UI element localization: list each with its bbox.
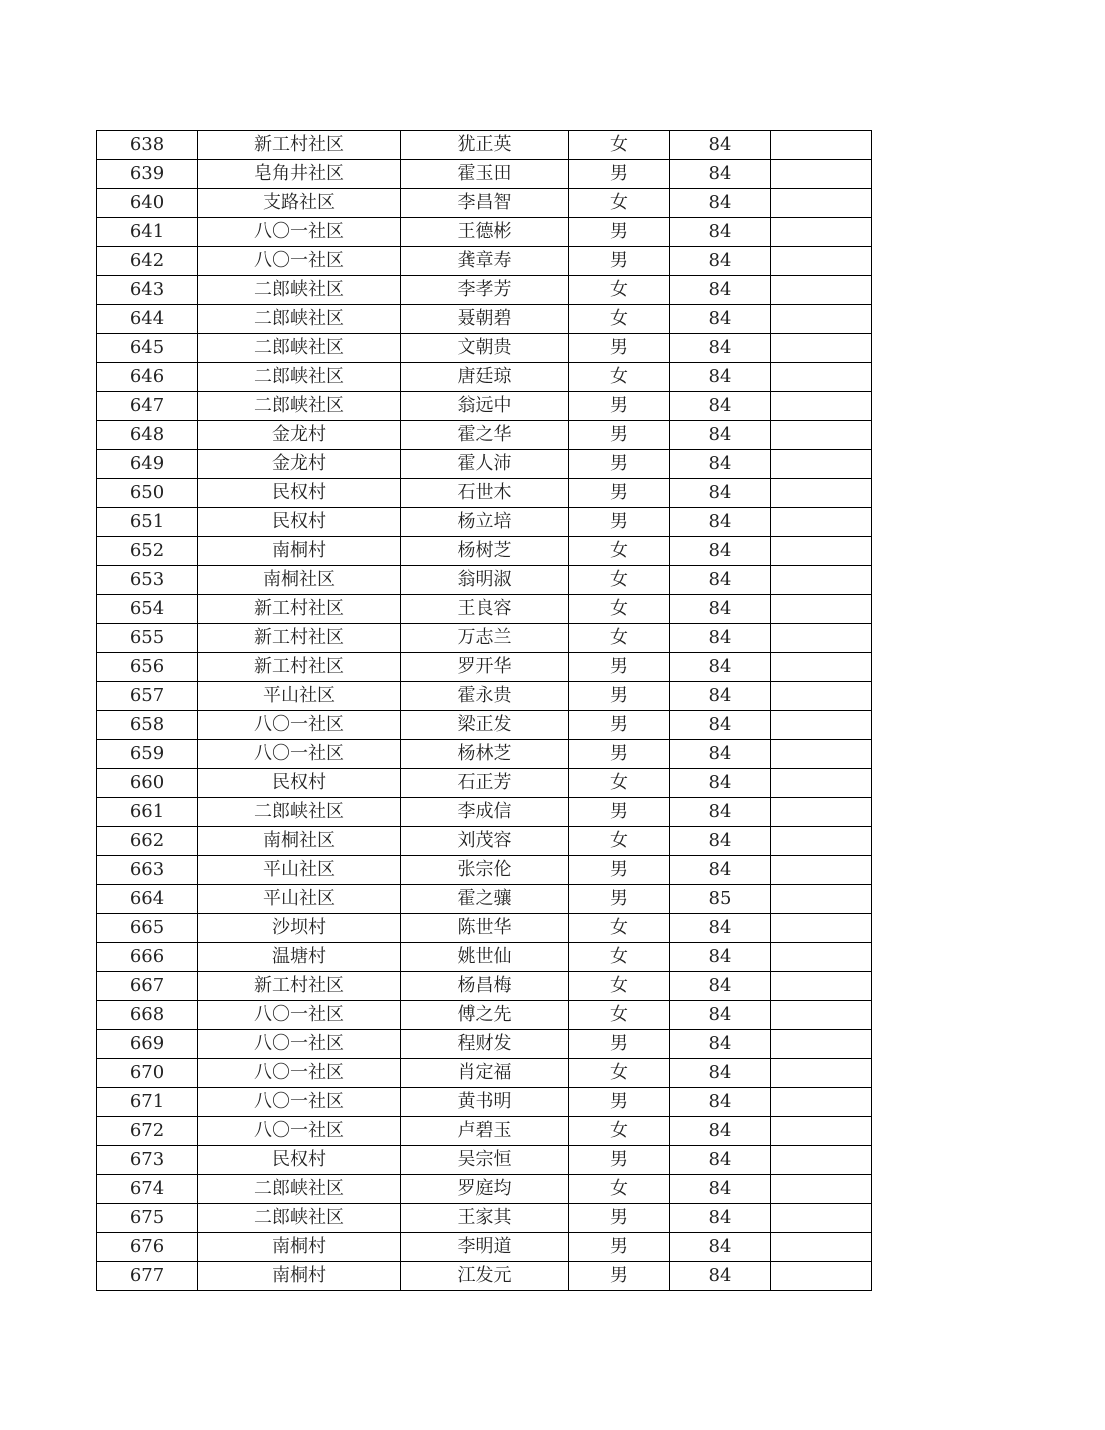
cell-community: 八〇一社区 bbox=[198, 1001, 401, 1030]
cell-number: 664 bbox=[97, 885, 198, 914]
cell-gender: 男 bbox=[569, 508, 670, 537]
cell-name: 王德彬 bbox=[401, 218, 569, 247]
table-row bbox=[97, 943, 872, 972]
cell-community: 八〇一社区 bbox=[198, 1030, 401, 1059]
cell-number: 662 bbox=[97, 827, 198, 856]
cell-name: 杨立培 bbox=[401, 508, 569, 537]
cell-name: 文朝贵 bbox=[401, 334, 569, 363]
cell-gender: 男 bbox=[569, 885, 670, 914]
cell-age: 84 bbox=[670, 276, 771, 305]
cell-name: 唐廷琼 bbox=[401, 363, 569, 392]
cell-gender: 女 bbox=[569, 595, 670, 624]
cell-number: 641 bbox=[97, 218, 198, 247]
roster-table bbox=[96, 130, 872, 1291]
cell-gender: 男 bbox=[569, 334, 670, 363]
cell-community: 民权村 bbox=[198, 479, 401, 508]
cell-gender: 女 bbox=[569, 769, 670, 798]
cell-number: 647 bbox=[97, 392, 198, 421]
cell-note bbox=[771, 218, 872, 247]
cell-number: 653 bbox=[97, 566, 198, 595]
table-row bbox=[97, 1001, 872, 1030]
table-row bbox=[97, 740, 872, 769]
cell-note bbox=[771, 334, 872, 363]
cell-note bbox=[771, 740, 872, 769]
cell-number: 670 bbox=[97, 1059, 198, 1088]
table-row bbox=[97, 1262, 872, 1291]
cell-number: 669 bbox=[97, 1030, 198, 1059]
cell-community: 八〇一社区 bbox=[198, 1088, 401, 1117]
cell-note bbox=[771, 943, 872, 972]
cell-note bbox=[771, 305, 872, 334]
cell-note bbox=[771, 363, 872, 392]
cell-age: 84 bbox=[670, 160, 771, 189]
cell-name: 陈世华 bbox=[401, 914, 569, 943]
cell-community: 沙坝村 bbox=[198, 914, 401, 943]
cell-age: 84 bbox=[670, 943, 771, 972]
cell-name: 霍人沛 bbox=[401, 450, 569, 479]
cell-community: 八〇一社区 bbox=[198, 1117, 401, 1146]
cell-name: 肖定福 bbox=[401, 1059, 569, 1088]
cell-name: 梁正发 bbox=[401, 711, 569, 740]
cell-age: 84 bbox=[670, 189, 771, 218]
cell-age: 84 bbox=[670, 1059, 771, 1088]
cell-note bbox=[771, 247, 872, 276]
table-row bbox=[97, 1146, 872, 1175]
cell-name: 翁明淑 bbox=[401, 566, 569, 595]
cell-number: 639 bbox=[97, 160, 198, 189]
cell-community: 新工村社区 bbox=[198, 972, 401, 1001]
cell-name: 杨树芝 bbox=[401, 537, 569, 566]
cell-gender: 男 bbox=[569, 479, 670, 508]
cell-note bbox=[771, 1262, 872, 1291]
cell-name: 李成信 bbox=[401, 798, 569, 827]
cell-community: 温塘村 bbox=[198, 943, 401, 972]
cell-name: 姚世仙 bbox=[401, 943, 569, 972]
cell-name: 黄书明 bbox=[401, 1088, 569, 1117]
cell-name: 霍玉田 bbox=[401, 160, 569, 189]
cell-age: 84 bbox=[670, 566, 771, 595]
table-row bbox=[97, 363, 872, 392]
cell-number: 651 bbox=[97, 508, 198, 537]
cell-number: 656 bbox=[97, 653, 198, 682]
cell-name: 龚章寿 bbox=[401, 247, 569, 276]
cell-number: 665 bbox=[97, 914, 198, 943]
cell-number: 646 bbox=[97, 363, 198, 392]
cell-age: 84 bbox=[670, 682, 771, 711]
cell-note bbox=[771, 1175, 872, 1204]
cell-name: 聂朝碧 bbox=[401, 305, 569, 334]
cell-number: 661 bbox=[97, 798, 198, 827]
cell-age: 84 bbox=[670, 131, 771, 160]
cell-age: 84 bbox=[670, 914, 771, 943]
cell-name: 李明道 bbox=[401, 1233, 569, 1262]
cell-name: 江发元 bbox=[401, 1262, 569, 1291]
cell-community: 南桐社区 bbox=[198, 566, 401, 595]
cell-name: 霍之骧 bbox=[401, 885, 569, 914]
cell-age: 84 bbox=[670, 624, 771, 653]
cell-number: 652 bbox=[97, 537, 198, 566]
cell-age: 84 bbox=[670, 972, 771, 1001]
cell-number: 648 bbox=[97, 421, 198, 450]
cell-number: 663 bbox=[97, 856, 198, 885]
cell-note bbox=[771, 537, 872, 566]
table-row bbox=[97, 914, 872, 943]
cell-age: 84 bbox=[670, 450, 771, 479]
roster-table-body bbox=[97, 131, 872, 1291]
cell-note bbox=[771, 1117, 872, 1146]
cell-number: 668 bbox=[97, 1001, 198, 1030]
cell-number: 660 bbox=[97, 769, 198, 798]
cell-name: 王良容 bbox=[401, 595, 569, 624]
cell-community: 八〇一社区 bbox=[198, 1059, 401, 1088]
cell-note bbox=[771, 392, 872, 421]
cell-gender: 男 bbox=[569, 1146, 670, 1175]
cell-community: 二郎峡社区 bbox=[198, 392, 401, 421]
table-row bbox=[97, 508, 872, 537]
cell-note bbox=[771, 595, 872, 624]
cell-community: 平山社区 bbox=[198, 856, 401, 885]
table-row bbox=[97, 972, 872, 1001]
cell-name: 万志兰 bbox=[401, 624, 569, 653]
cell-community: 二郎峡社区 bbox=[198, 363, 401, 392]
cell-community: 二郎峡社区 bbox=[198, 334, 401, 363]
cell-name: 罗庭均 bbox=[401, 1175, 569, 1204]
cell-community: 二郎峡社区 bbox=[198, 1175, 401, 1204]
cell-note bbox=[771, 450, 872, 479]
cell-gender: 女 bbox=[569, 1117, 670, 1146]
cell-gender: 女 bbox=[569, 943, 670, 972]
cell-number: 674 bbox=[97, 1175, 198, 1204]
table-row bbox=[97, 1175, 872, 1204]
cell-gender: 男 bbox=[569, 711, 670, 740]
cell-name: 程财发 bbox=[401, 1030, 569, 1059]
cell-number: 672 bbox=[97, 1117, 198, 1146]
cell-gender: 男 bbox=[569, 1204, 670, 1233]
cell-gender: 女 bbox=[569, 972, 670, 1001]
cell-gender: 男 bbox=[569, 1088, 670, 1117]
cell-note bbox=[771, 160, 872, 189]
cell-community: 南桐村 bbox=[198, 537, 401, 566]
cell-name: 李孝芳 bbox=[401, 276, 569, 305]
cell-gender: 女 bbox=[569, 624, 670, 653]
cell-age: 84 bbox=[670, 1175, 771, 1204]
cell-name: 卢碧玉 bbox=[401, 1117, 569, 1146]
cell-name: 犹正英 bbox=[401, 131, 569, 160]
cell-name: 张宗伦 bbox=[401, 856, 569, 885]
cell-community: 八〇一社区 bbox=[198, 711, 401, 740]
table-row bbox=[97, 885, 872, 914]
cell-community: 新工村社区 bbox=[198, 131, 401, 160]
cell-gender: 男 bbox=[569, 218, 670, 247]
cell-community: 平山社区 bbox=[198, 682, 401, 711]
cell-age: 84 bbox=[670, 1001, 771, 1030]
table-row bbox=[97, 653, 872, 682]
cell-gender: 女 bbox=[569, 1059, 670, 1088]
cell-age: 84 bbox=[670, 653, 771, 682]
cell-note bbox=[771, 769, 872, 798]
cell-note bbox=[771, 189, 872, 218]
cell-number: 645 bbox=[97, 334, 198, 363]
cell-gender: 女 bbox=[569, 537, 670, 566]
cell-age: 84 bbox=[670, 595, 771, 624]
table-row bbox=[97, 1233, 872, 1262]
cell-age: 84 bbox=[670, 508, 771, 537]
cell-age: 84 bbox=[670, 247, 771, 276]
cell-community: 八〇一社区 bbox=[198, 740, 401, 769]
cell-number: 671 bbox=[97, 1088, 198, 1117]
cell-note bbox=[771, 479, 872, 508]
cell-gender: 女 bbox=[569, 1175, 670, 1204]
cell-number: 659 bbox=[97, 740, 198, 769]
cell-number: 643 bbox=[97, 276, 198, 305]
cell-gender: 女 bbox=[569, 189, 670, 218]
cell-name: 罗开华 bbox=[401, 653, 569, 682]
cell-community: 南桐社区 bbox=[198, 827, 401, 856]
cell-gender: 女 bbox=[569, 914, 670, 943]
cell-number: 677 bbox=[97, 1262, 198, 1291]
table-row bbox=[97, 856, 872, 885]
cell-note bbox=[771, 827, 872, 856]
cell-gender: 男 bbox=[569, 856, 670, 885]
cell-note bbox=[771, 1088, 872, 1117]
cell-gender: 女 bbox=[569, 827, 670, 856]
cell-community: 民权村 bbox=[198, 508, 401, 537]
cell-note bbox=[771, 1146, 872, 1175]
cell-number: 640 bbox=[97, 189, 198, 218]
cell-gender: 女 bbox=[569, 305, 670, 334]
cell-age: 84 bbox=[670, 218, 771, 247]
cell-note bbox=[771, 653, 872, 682]
cell-age: 84 bbox=[670, 1233, 771, 1262]
roster-sheet bbox=[96, 130, 872, 1291]
cell-note bbox=[771, 1030, 872, 1059]
cell-number: 638 bbox=[97, 131, 198, 160]
cell-note bbox=[771, 1001, 872, 1030]
table-row bbox=[97, 798, 872, 827]
table-row bbox=[97, 1117, 872, 1146]
cell-note bbox=[771, 276, 872, 305]
cell-note bbox=[771, 885, 872, 914]
cell-community: 平山社区 bbox=[198, 885, 401, 914]
cell-number: 644 bbox=[97, 305, 198, 334]
cell-community: 二郎峡社区 bbox=[198, 798, 401, 827]
cell-note bbox=[771, 972, 872, 1001]
cell-gender: 男 bbox=[569, 1233, 670, 1262]
cell-gender: 男 bbox=[569, 392, 670, 421]
cell-community: 新工村社区 bbox=[198, 653, 401, 682]
cell-note bbox=[771, 566, 872, 595]
cell-age: 84 bbox=[670, 740, 771, 769]
cell-gender: 男 bbox=[569, 1262, 670, 1291]
cell-community: 南桐村 bbox=[198, 1262, 401, 1291]
cell-age: 84 bbox=[670, 1204, 771, 1233]
cell-number: 657 bbox=[97, 682, 198, 711]
table-row bbox=[97, 711, 872, 740]
cell-community: 民权村 bbox=[198, 1146, 401, 1175]
cell-number: 658 bbox=[97, 711, 198, 740]
cell-number: 654 bbox=[97, 595, 198, 624]
table-row bbox=[97, 1204, 872, 1233]
cell-age: 84 bbox=[670, 537, 771, 566]
cell-number: 650 bbox=[97, 479, 198, 508]
cell-name: 石正芳 bbox=[401, 769, 569, 798]
cell-number: 655 bbox=[97, 624, 198, 653]
cell-note bbox=[771, 1204, 872, 1233]
cell-gender: 男 bbox=[569, 160, 670, 189]
cell-gender: 男 bbox=[569, 450, 670, 479]
cell-community: 金龙村 bbox=[198, 421, 401, 450]
cell-gender: 男 bbox=[569, 1030, 670, 1059]
cell-note bbox=[771, 1059, 872, 1088]
cell-note bbox=[771, 798, 872, 827]
cell-name: 翁远中 bbox=[401, 392, 569, 421]
cell-name: 傅之先 bbox=[401, 1001, 569, 1030]
table-row bbox=[97, 450, 872, 479]
table-row bbox=[97, 566, 872, 595]
table-row bbox=[97, 1088, 872, 1117]
cell-gender: 男 bbox=[569, 421, 670, 450]
cell-gender: 男 bbox=[569, 653, 670, 682]
cell-age: 84 bbox=[670, 798, 771, 827]
cell-community: 二郎峡社区 bbox=[198, 1204, 401, 1233]
cell-note bbox=[771, 711, 872, 740]
table-row bbox=[97, 769, 872, 798]
cell-age: 84 bbox=[670, 827, 771, 856]
cell-number: 676 bbox=[97, 1233, 198, 1262]
cell-name: 王家其 bbox=[401, 1204, 569, 1233]
cell-number: 649 bbox=[97, 450, 198, 479]
cell-age: 84 bbox=[670, 421, 771, 450]
table-row bbox=[97, 334, 872, 363]
cell-name: 杨林芝 bbox=[401, 740, 569, 769]
cell-gender: 女 bbox=[569, 276, 670, 305]
cell-age: 84 bbox=[670, 1117, 771, 1146]
cell-note bbox=[771, 131, 872, 160]
table-row bbox=[97, 421, 872, 450]
cell-age: 84 bbox=[670, 856, 771, 885]
cell-age: 84 bbox=[670, 1262, 771, 1291]
cell-name: 霍永贵 bbox=[401, 682, 569, 711]
cell-community: 皂角井社区 bbox=[198, 160, 401, 189]
cell-community: 支路社区 bbox=[198, 189, 401, 218]
cell-community: 民权村 bbox=[198, 769, 401, 798]
cell-community: 新工村社区 bbox=[198, 624, 401, 653]
table-row bbox=[97, 479, 872, 508]
cell-number: 666 bbox=[97, 943, 198, 972]
cell-name: 霍之华 bbox=[401, 421, 569, 450]
cell-community: 二郎峡社区 bbox=[198, 305, 401, 334]
cell-age: 84 bbox=[670, 1146, 771, 1175]
table-row bbox=[97, 682, 872, 711]
cell-name: 石世木 bbox=[401, 479, 569, 508]
cell-gender: 男 bbox=[569, 798, 670, 827]
cell-note bbox=[771, 856, 872, 885]
cell-community: 新工村社区 bbox=[198, 595, 401, 624]
table-row bbox=[97, 624, 872, 653]
table-row bbox=[97, 827, 872, 856]
cell-note bbox=[771, 624, 872, 653]
cell-note bbox=[771, 508, 872, 537]
cell-gender: 女 bbox=[569, 1001, 670, 1030]
cell-age: 84 bbox=[670, 711, 771, 740]
cell-age: 84 bbox=[670, 334, 771, 363]
table-row bbox=[97, 392, 872, 421]
cell-name: 刘茂容 bbox=[401, 827, 569, 856]
cell-age: 84 bbox=[670, 392, 771, 421]
cell-note bbox=[771, 421, 872, 450]
cell-age: 84 bbox=[670, 305, 771, 334]
cell-number: 642 bbox=[97, 247, 198, 276]
table-row bbox=[97, 160, 872, 189]
table-row bbox=[97, 247, 872, 276]
cell-gender: 女 bbox=[569, 566, 670, 595]
table-row bbox=[97, 537, 872, 566]
table-row bbox=[97, 218, 872, 247]
cell-gender: 女 bbox=[569, 363, 670, 392]
table-row bbox=[97, 305, 872, 334]
cell-number: 667 bbox=[97, 972, 198, 1001]
table-row bbox=[97, 189, 872, 218]
cell-note bbox=[771, 1233, 872, 1262]
cell-name: 李昌智 bbox=[401, 189, 569, 218]
cell-note bbox=[771, 914, 872, 943]
cell-community: 金龙村 bbox=[198, 450, 401, 479]
table-row bbox=[97, 131, 872, 160]
cell-number: 675 bbox=[97, 1204, 198, 1233]
table-row bbox=[97, 1030, 872, 1059]
cell-age: 84 bbox=[670, 1088, 771, 1117]
cell-name: 吴宗恒 bbox=[401, 1146, 569, 1175]
cell-number: 673 bbox=[97, 1146, 198, 1175]
cell-community: 南桐村 bbox=[198, 1233, 401, 1262]
cell-age: 84 bbox=[670, 479, 771, 508]
cell-gender: 男 bbox=[569, 247, 670, 276]
cell-gender: 男 bbox=[569, 682, 670, 711]
cell-community: 八〇一社区 bbox=[198, 247, 401, 276]
cell-age: 84 bbox=[670, 769, 771, 798]
cell-note bbox=[771, 682, 872, 711]
cell-gender: 女 bbox=[569, 131, 670, 160]
table-row bbox=[97, 595, 872, 624]
table-row bbox=[97, 276, 872, 305]
cell-age: 84 bbox=[670, 1030, 771, 1059]
cell-age: 85 bbox=[670, 885, 771, 914]
cell-name: 杨昌梅 bbox=[401, 972, 569, 1001]
cell-community: 二郎峡社区 bbox=[198, 276, 401, 305]
cell-age: 84 bbox=[670, 363, 771, 392]
cell-gender: 男 bbox=[569, 740, 670, 769]
table-row bbox=[97, 1059, 872, 1088]
cell-community: 八〇一社区 bbox=[198, 218, 401, 247]
